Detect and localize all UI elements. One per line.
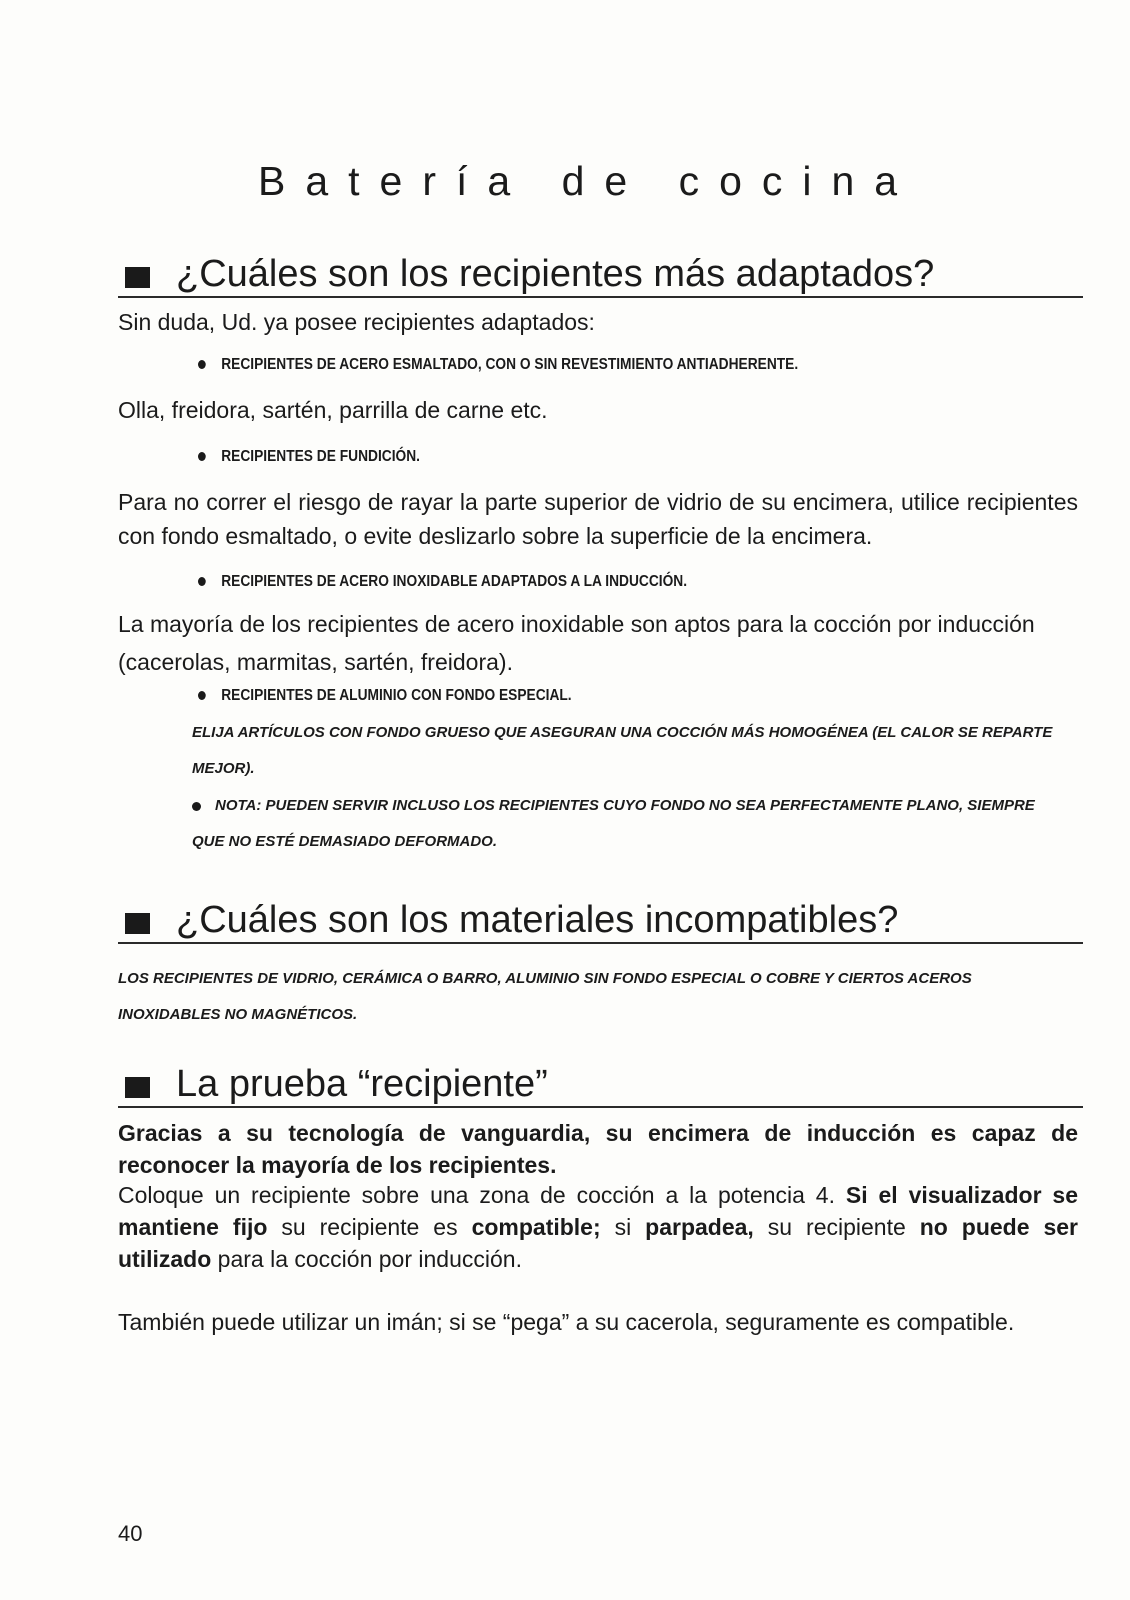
text-run: su recipiente — [753, 1214, 920, 1240]
small-caps-text: LOS RECIPIENTES DE VIDRIO, CERÁMICA O BARRO, ALUMINIO SIN FONDO ESPECIAL O COBRE Y CIERTOS ACEROS INOXIDABLES NO MAGNÉTICOS. — [118, 970, 972, 1023]
body-text: La mayoría de los recipientes de acero inoxidable son aptos para la cocción por inducción (cacerolas, marmitas, sartén, freidora). — [118, 611, 1035, 675]
section-heading-text: ¿Cuáles son los recipientes más adaptados? — [176, 253, 935, 295]
text-run: para la cocción por inducción. — [211, 1246, 522, 1272]
bullet-dot-icon — [198, 577, 206, 586]
bullet-label: RECIPIENTES DE FUNDICIÓN. — [221, 448, 421, 465]
text-run: Coloque un recipiente sobre una zona de cocción a la potencia 4. — [118, 1182, 846, 1208]
bullet-dot-icon — [198, 691, 206, 700]
note-item — [192, 788, 1062, 860]
bullet-item — [198, 448, 938, 466]
bullet-label: RECIPIENTES DE ALUMINIO CON FONDO ESPECIAL. — [221, 687, 572, 704]
bullet-dot-icon — [198, 452, 206, 461]
note-text: NOTA: PUEDEN SERVIR INCLUSO LOS RECIPIENTES CUYO FONDO NO SEA PERFECTAMENTE PLANO, SIEMPRE QUE NO ESTÉ DEMASIADO DEFORMADO. — [192, 797, 1035, 850]
section-heading-text: ¿Cuáles son los materiales incompatibles? — [176, 899, 899, 941]
body-text — [118, 1179, 1078, 1275]
page-title: Batería de cocina — [258, 158, 918, 204]
body-text: También puede utilizar un imán; si se “pega” a su cacerola, seguramente es compatible. — [118, 1309, 1015, 1335]
text-run: su recipiente es — [267, 1214, 472, 1240]
square-bullet-icon — [125, 913, 150, 934]
bullet-dot-icon — [198, 360, 206, 369]
body-text: Para no correr el riesgo de rayar la parte superior de vidrio de su encimera, utilice recipientes con fondo esmaltado, o evite deslizarlo sobre la superficie de la encimera. — [118, 489, 1078, 549]
bullet-label: RECIPIENTES DE ACERO ESMALTADO, CON O SIN REVESTIMIENTO ANTIADHERENTE. — [221, 356, 799, 373]
section-heading-materiales — [118, 898, 1083, 944]
intro-text: Sin duda, Ud. ya posee recipientes adaptados: — [118, 309, 595, 335]
bullet-dot-icon — [192, 802, 201, 811]
bullet-item — [198, 687, 938, 705]
lead-text: Gracias a su tecnología de vanguardia, su encimera de inducción es capaz de reconocer la mayoría de los recipientes. — [118, 1120, 1078, 1178]
text-run: si — [600, 1214, 646, 1240]
small-caps-text: ELIJA ARTÍCULOS CON FONDO GRUESO QUE ASEGURAN UNA COCCIÓN MÁS HOMOGÉNEA (EL CALOR SE REPARTE MEJOR). — [192, 724, 1053, 777]
page-number: 40 — [118, 1521, 143, 1546]
text-run-bold: no puede ser utilizado — [118, 1214, 1078, 1272]
section-heading-prueba — [118, 1062, 1083, 1108]
text-run-bold: Si el visualizador se mantiene fijo — [118, 1182, 1078, 1240]
section-heading-text: La prueba “recipiente” — [176, 1063, 548, 1105]
body-text: Olla, freidora, sartén, parrilla de carne etc. — [118, 397, 548, 423]
section-heading-recipientes — [118, 252, 1083, 298]
square-bullet-icon — [125, 267, 150, 288]
text-run-bold: compatible; — [471, 1214, 601, 1240]
bullet-item — [198, 573, 938, 591]
bullet-label: RECIPIENTES DE ACERO INOXIDABLE ADAPTADOS A LA INDUCCIÓN. — [221, 573, 688, 590]
bullet-item — [198, 356, 938, 374]
text-run-bold: parpadea, — [645, 1214, 754, 1240]
square-bullet-icon — [125, 1077, 150, 1098]
